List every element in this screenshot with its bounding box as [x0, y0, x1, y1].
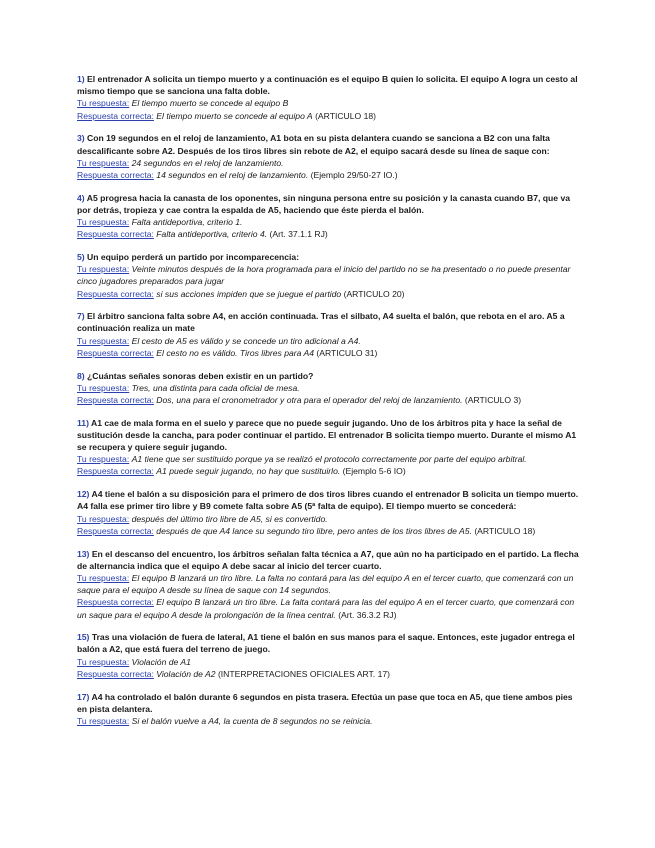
rule-reference: (ARTICULO 3): [464, 394, 522, 405]
question-block: [77, 370, 582, 407]
question-text: [77, 417, 582, 454]
question-statement: A4 tiene el balón a su disposición para el primero de dos tiros libres cuando el entrenador B solicita un tiempo muerto. A4 falla ese primer tiro libre y B9 comete falta sobre A5 (5ª falta de equipo). El tiempo muerto se concederá:: [77, 489, 579, 512]
your-answer: [77, 382, 582, 394]
your-answer-label[interactable]: Tu respuesta:: [77, 264, 130, 275]
correct-answer-text: si sus acciones impiden que se juegue el partido: [156, 288, 342, 299]
correct-answer-label[interactable]: Respuesta correcta:: [77, 110, 154, 121]
your-answer-label[interactable]: Tu respuesta:: [77, 98, 130, 109]
question-block: [77, 631, 582, 680]
your-answer-text: después del último tiro libre de A5, si es convertido.: [131, 513, 328, 524]
question-text: [77, 132, 582, 156]
question-text: [77, 73, 582, 97]
correct-answer-text: El equipo B lanzará un tiro libre. La falta contará para las del equipo A en el tercer cuarto, que comenzará con un saque para el equipo A desde la prolongación de la línea central.: [77, 597, 575, 620]
your-answer: [77, 715, 582, 727]
question-number: 4): [77, 192, 85, 203]
your-answer: [77, 263, 582, 287]
rule-reference: (INTERPRETACIONES OFICIALES ART. 17): [217, 668, 391, 679]
correct-answer-label[interactable]: Respuesta correcta:: [77, 169, 154, 180]
question-number: 13): [77, 548, 90, 559]
question-statement: Tras una violación de fuera de lateral, A1 tiene el balón en sus manos para el saque. Entonces, este jugador entrega el balón a A2, que está fuera del terreno de juego.: [77, 632, 575, 655]
correct-answer-text: El cesto no es válido. Tiros libres para A4: [156, 347, 315, 358]
question-block: [77, 488, 582, 537]
correct-answer-text: Dos, una para el cronometrador y otra para el operador del reloj de lanzamiento.: [156, 394, 463, 405]
correct-answer-label[interactable]: Respuesta correcta:: [77, 229, 154, 240]
your-answer-label[interactable]: Tu respuesta:: [77, 382, 130, 393]
correct-answer: [77, 596, 582, 620]
your-answer: [77, 513, 582, 525]
question-block: [77, 548, 582, 621]
correct-answer-text: Falta antideportiva, criterio 4.: [156, 229, 268, 240]
your-answer-label[interactable]: Tu respuesta:: [77, 335, 130, 346]
question-number: 3): [77, 133, 85, 144]
question-block: [77, 192, 582, 241]
correct-answer: [77, 228, 582, 240]
question-statement: ¿Cuántas señales sonoras deben existir en un partido?: [87, 370, 314, 381]
rule-reference: (ARTICULO 31): [316, 347, 378, 358]
question-block: [77, 417, 582, 478]
correct-answer-label[interactable]: Respuesta correcta:: [77, 288, 154, 299]
rule-reference: (Ejemplo 5-6 IO): [342, 466, 406, 477]
question-statement: El entrenador A solicita un tiempo muerto y a continuación es el equipo B quien lo solicita. El equipo A logra un cesto al mismo tiempo que se sanciona una falta doble.: [77, 74, 578, 97]
your-answer-label[interactable]: Tu respuesta:: [77, 572, 130, 583]
correct-answer-text: El tiempo muerto se concede al equipo A: [156, 110, 313, 121]
rule-reference: (Art. 37.1.1 RJ): [269, 229, 328, 240]
correct-answer: [77, 525, 582, 537]
correct-answer-label[interactable]: Respuesta correcta:: [77, 597, 154, 608]
your-answer-label[interactable]: Tu respuesta:: [77, 513, 130, 524]
question-text: [77, 691, 582, 715]
your-answer-text: El tiempo muerto se concede al equipo B: [131, 98, 289, 109]
question-number: 1): [77, 74, 85, 84]
your-answer-text: Veinte minutos después de la hora programada para el inicio del partido no se ha presentado o no puede presentar cinco jugadores preparados para jugar: [77, 264, 571, 287]
rule-reference: (Art. 36.3.2 RJ): [338, 609, 397, 620]
rule-reference: (Ejemplo 29/50-27 IO.): [310, 169, 398, 180]
your-answer-label[interactable]: Tu respuesta:: [77, 217, 130, 228]
correct-answer: [77, 394, 582, 406]
correct-answer-label[interactable]: Respuesta correcta:: [77, 347, 154, 358]
question-block: [77, 132, 582, 181]
correct-answer: [77, 169, 582, 181]
correct-answer: [77, 465, 582, 477]
your-answer: [77, 572, 582, 596]
question-block: [77, 691, 582, 728]
question-text: [77, 192, 582, 216]
your-answer: [77, 97, 582, 109]
question-number: 5): [77, 251, 85, 262]
correct-answer: [77, 110, 582, 122]
question-statement: A5 progresa hacia la canasta de los oponentes, sin ninguna persona entre su posición y la canasta cuando B7, que va por detrás, tropieza y cae contra la espalda de A5, haciendo que éste pierda el balón.: [77, 192, 571, 215]
question-block: [77, 310, 582, 359]
question-text: [77, 488, 582, 512]
question-statement: A1 cae de mala forma en el suelo y parece que no puede seguir jugando. Uno de los árbitros pita y hace la señal de sustitución desde la cancha, para poder continuar el partido. El entrenador B solicita tiempo muerto. Durante el mismo A1 se recupera y quiere seguir jugando.: [77, 417, 577, 453]
rule-reference: (ARTICULO 20): [343, 288, 405, 299]
your-answer-text: Si el balón vuelve a A4, la cuenta de 8 segundos no se reinicia.: [131, 715, 373, 726]
correct-answer-text: 14 segundos en el reloj de lanzamiento.: [156, 169, 309, 180]
your-answer: [77, 656, 582, 668]
question-block: [77, 73, 582, 122]
your-answer: [77, 216, 582, 228]
quiz-results-page: [77, 73, 582, 738]
question-number: 7): [77, 311, 85, 322]
correct-answer-text: Violación de A2: [156, 668, 216, 679]
rule-reference: (ARTICULO 18): [474, 525, 536, 536]
correct-answer-label[interactable]: Respuesta correcta:: [77, 668, 154, 679]
question-text: [77, 370, 582, 382]
your-answer-text: Violación de A1: [131, 656, 191, 667]
correct-answer-label[interactable]: Respuesta correcta:: [77, 394, 154, 405]
correct-answer: [77, 288, 582, 300]
question-number: 11): [77, 417, 89, 428]
question-statement: El árbitro sanciona falta sobre A4, en acción continuada. Tras el silbato, A4 suelta el balón, que rebota en el aro. A5 a continuación realiza un mate: [77, 311, 565, 334]
correct-answer-label[interactable]: Respuesta correcta:: [77, 525, 154, 536]
your-answer: [77, 453, 582, 465]
correct-answer: [77, 668, 582, 680]
question-number: 17): [77, 691, 90, 702]
your-answer: [77, 335, 582, 347]
your-answer-label[interactable]: Tu respuesta:: [77, 157, 130, 168]
question-statement: Un equipo perderá un partido por incomparecencia:: [87, 251, 300, 262]
question-block: [77, 251, 582, 300]
your-answer-text: El cesto de A5 es válido y se concede un tiro adicional a A4.: [131, 335, 361, 346]
question-statement: A4 ha controlado el balón durante 6 segundos en pista trasera. Efectúa un pase que toca en A5, que tiene ambos pies en pista delantera.: [77, 691, 573, 714]
your-answer-text: El equipo B lanzará un tiro libre. La falta no contará para las del equipo A en el tercer cuarto, que comenzará con un saque para el equipo A desde su línea de saque con 14 segundos.: [77, 572, 574, 596]
question-text: [77, 251, 582, 263]
question-number: 12): [77, 489, 90, 500]
correct-answer-text: A1 puede seguir jugando, no hay que sustituirlo.: [156, 466, 341, 477]
your-answer-label[interactable]: Tu respuesta:: [77, 656, 130, 667]
rule-reference: (ARTICULO 18): [315, 110, 377, 121]
your-answer: [77, 157, 582, 169]
question-number: 15): [77, 632, 90, 643]
your-answer-text: Tres, una distinta para cada oficial de mesa.: [131, 382, 300, 393]
question-statement: Con 19 segundos en el reloj de lanzamiento, A1 bota en su pista delantera cuando se sanciona a B2 con una falta descalificante sobre A2. Después de los tiros libres sin rebote de A2, el equipo sacará desde su línea de saque con:: [77, 133, 550, 156]
your-answer-label[interactable]: Tu respuesta:: [77, 454, 130, 465]
your-answer-text: Falta antideportiva, criterio 1.: [131, 217, 243, 228]
your-answer-label[interactable]: Tu respuesta:: [77, 715, 130, 726]
question-text: [77, 631, 582, 655]
correct-answer-label[interactable]: Respuesta correcta:: [77, 466, 154, 477]
question-number: 8): [77, 370, 85, 381]
correct-answer-text: después de que A4 lance su segundo tiro libre, pero antes de los tiros libres de A5.: [156, 525, 472, 536]
question-text: [77, 548, 582, 572]
question-statement: En el descanso del encuentro, los árbitros señalan falta técnica a A7, que aún no ha participado en el partido. La flecha de alternancia indica que el equipo A debe sacar al inicio del tercer cuarto.: [77, 548, 579, 571]
correct-answer: [77, 347, 582, 359]
your-answer-text: A1 tiene que ser sustituido porque ya se realizó el protocolo correctamente por parte del equipo arbitral.: [131, 454, 527, 465]
question-text: [77, 310, 582, 334]
your-answer-text: 24 segundos en el reloj de lanzamiento.: [131, 157, 284, 168]
